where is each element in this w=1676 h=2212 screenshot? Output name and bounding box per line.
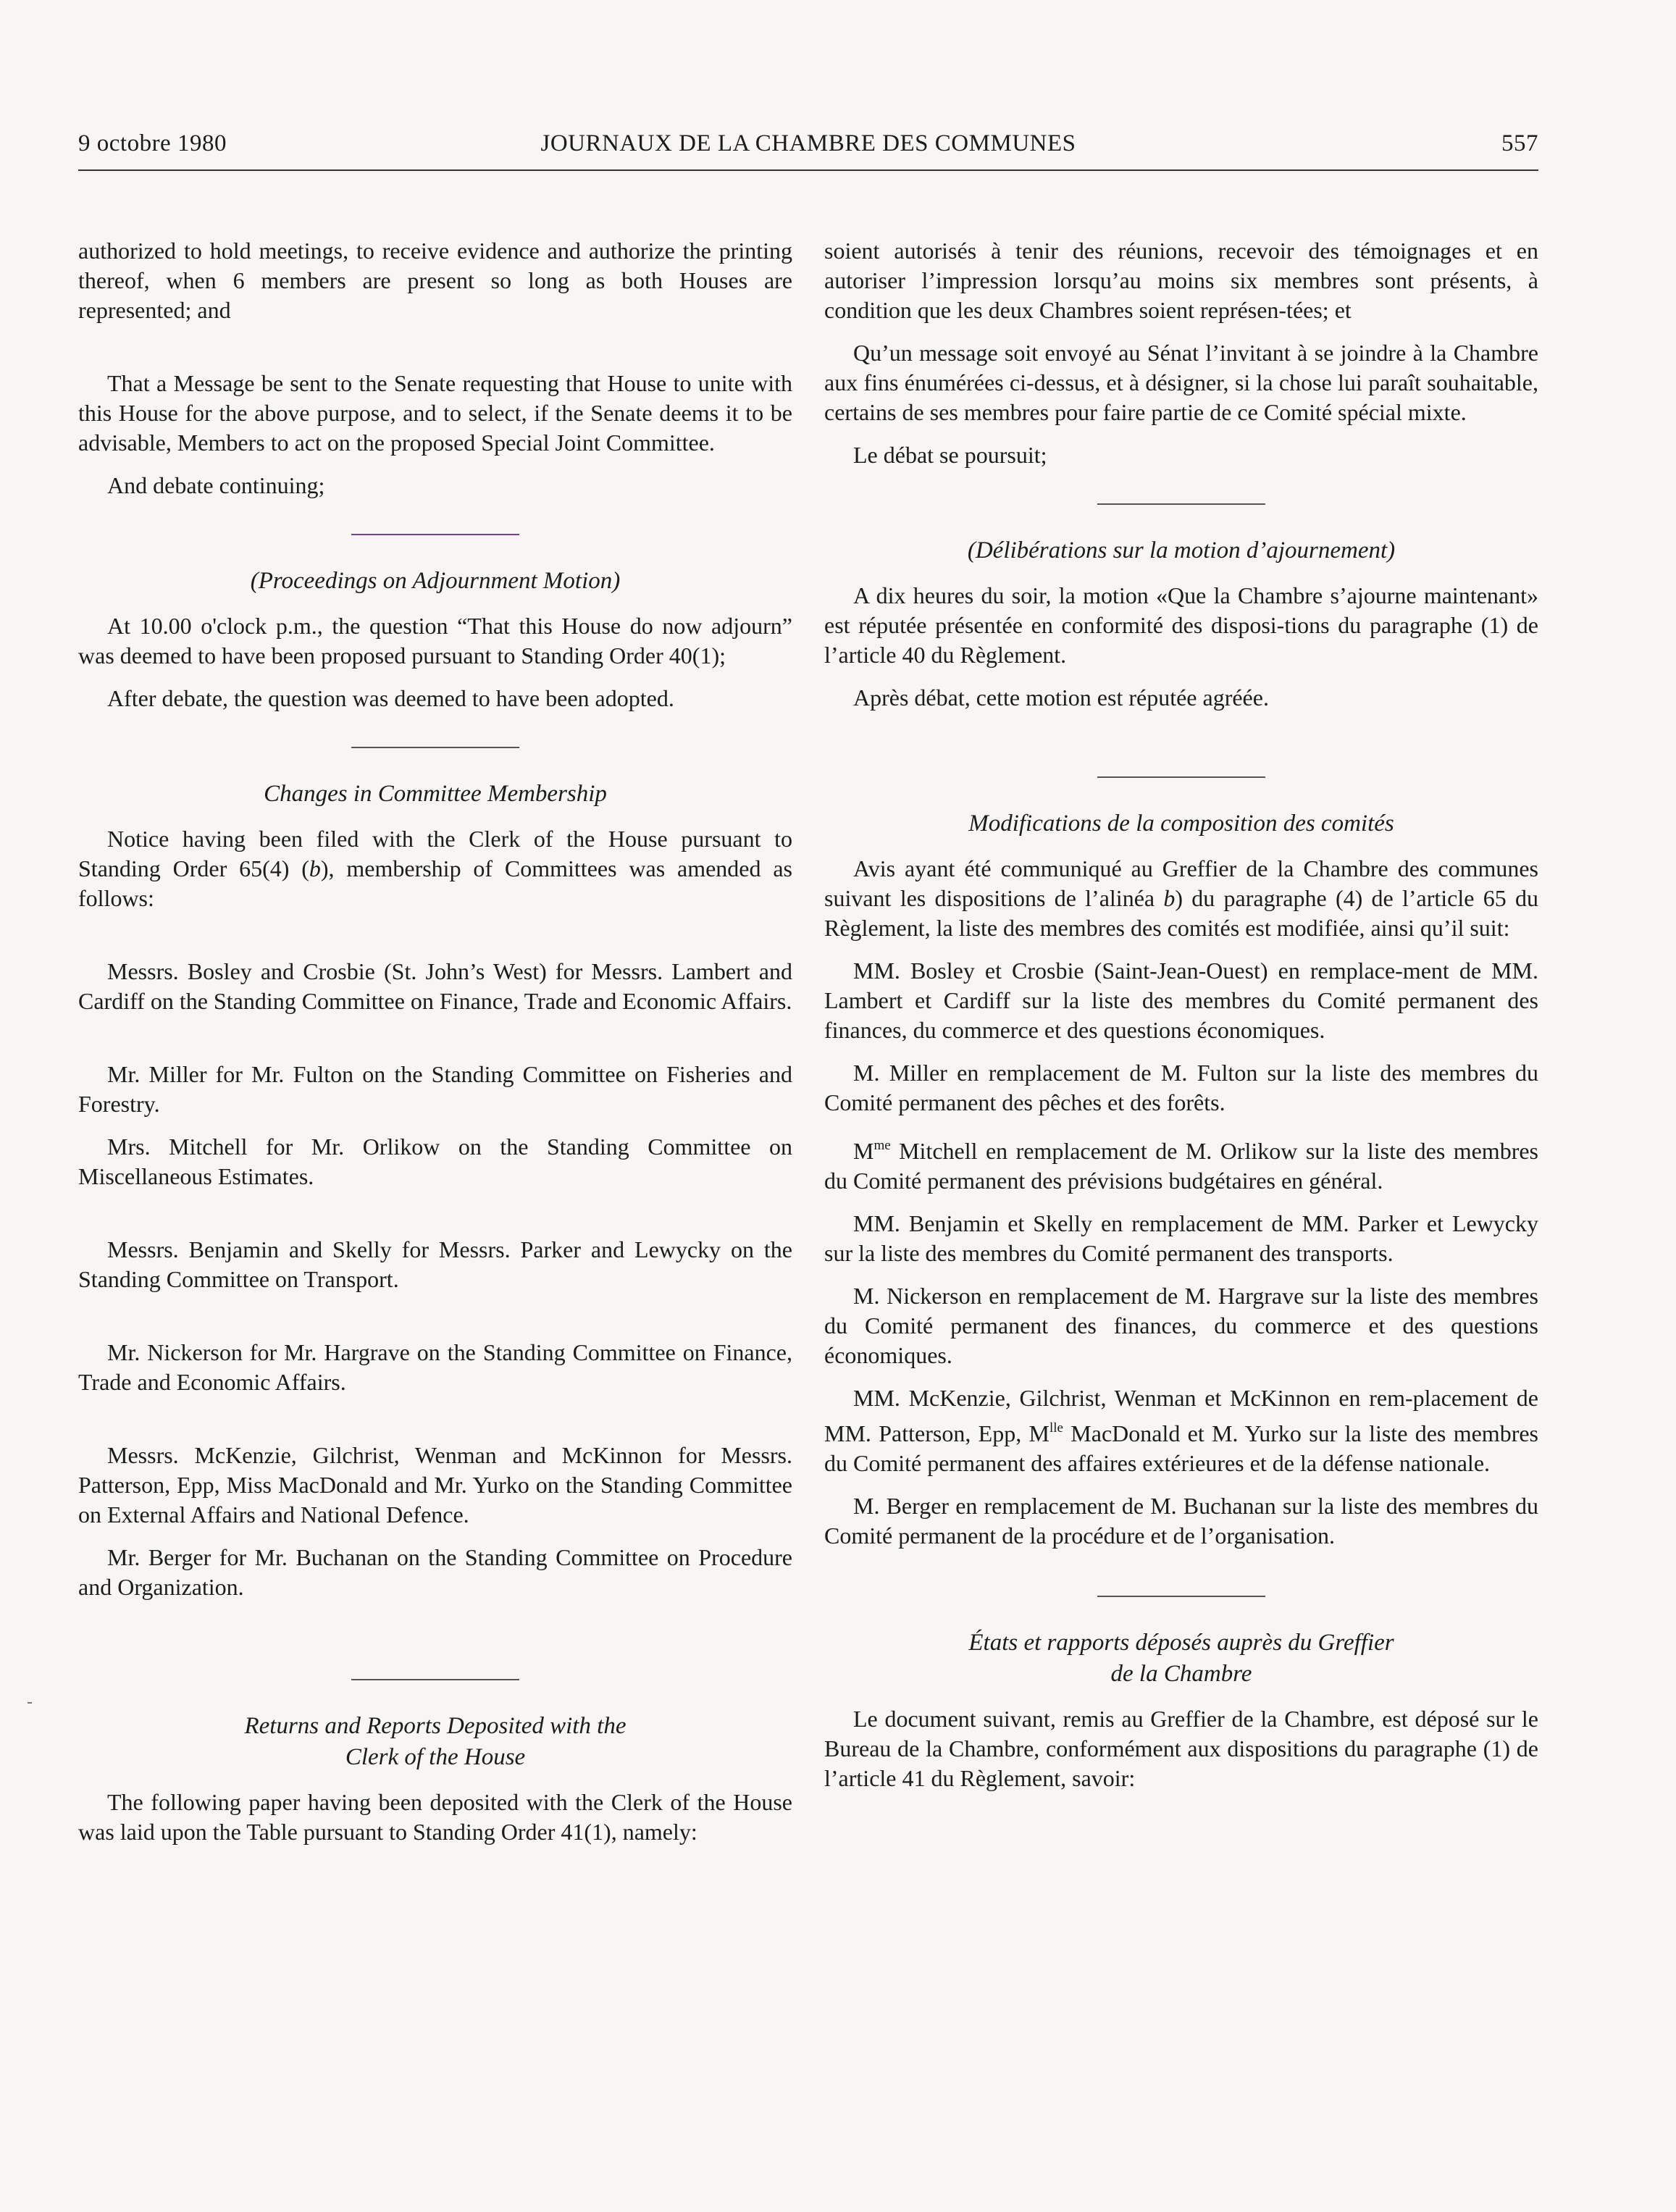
- english-column: [78, 236, 792, 1847]
- paragraph: authorized to hold meetings, to receive evidence and authorize the printing thereof, when 6 members are present so long as both Houses are represented; and: [78, 238, 792, 323]
- section-heading: Modifications de la composition des comités: [968, 810, 1394, 837]
- title-superscript: lle: [1049, 1420, 1063, 1436]
- header-title: JOURNAUX DE LA CHAMBRE DES COMMUNES: [540, 130, 1076, 156]
- section-divider: [1097, 503, 1265, 505]
- heading-line: de la Chambre: [1110, 1661, 1252, 1687]
- membership-change: Messrs. Bosley and Crosbie (St. John’s West) for Messrs. Lambert and Cardiff on the Standing Committee on Finance, Trade and Economic Affairs.: [78, 958, 792, 1014]
- membership-change: Messrs. Benjamin and Skelly for Messrs. Parker and Lewycky on the Standing Committee on Transport.: [78, 1236, 792, 1292]
- paragraph: Après débat, cette motion est réputée agréée.: [853, 684, 1269, 711]
- membership-change: Mr. Nickerson for Mr. Hargrave on the Standing Committee on Finance, Trade and Economic Affairs.: [78, 1339, 792, 1395]
- change-text: Mitchell en remplacement de M. Orlikow sur la liste des membres du Comité permanent des prévisions budgétaires en général.: [824, 1138, 1538, 1194]
- membership-change: M. Berger en remplacement de M. Buchanan sur la liste des membres du Comité permanent de la procédure et de l’organisation.: [824, 1493, 1538, 1549]
- paragraph: soient autorisés à tenir des réunions, recevoir des témoignages et en autoriser l’impression lorsqu’au moins six membres sont présents, à condition que les deux Chambres soient représen-tées; et: [824, 238, 1538, 323]
- paragraph: That a Message be sent to the Senate requesting that House to unite with this House for the above purpose, and to select, if the Senate deems it to be advisable, Members to act on the proposed Special Joint Committee.: [78, 370, 792, 456]
- paragraph: Qu’un message soit envoyé au Sénat l’invitant à se joindre à la Chambre aux fins énumérées ci-dessus, et à désigner, si la chose lui paraît souhaitable, certains de ses membres pour faire partie de ce Comité spécial mixte.: [824, 340, 1538, 425]
- page-header: [78, 127, 1538, 171]
- title-superscript: me: [873, 1138, 891, 1153]
- intro-text: ), membership of Committees was amended as follows:: [78, 855, 792, 911]
- paragraph: After debate, the question was deemed to have been adopted.: [107, 685, 674, 711]
- change-text: MacDonald et M. Yurko sur la liste des membres du Comité permanent des affaires extérieures et de la défense nationale.: [824, 1420, 1538, 1476]
- header-date: 9 octobre 1980: [78, 130, 227, 156]
- paragraph: [78, 824, 792, 913]
- membership-change: [824, 1383, 1538, 1478]
- intro-clause-letter: b: [309, 855, 321, 881]
- section-heading: Changes in Committee Membership: [264, 781, 607, 807]
- intro-clause-letter: b: [1163, 885, 1176, 911]
- section-divider: [1097, 1596, 1265, 1597]
- paragraph: [824, 854, 1538, 943]
- change-text: MM. McKenzie, Gilchrist, Wenman et McKinnon en rem-placement de MM. Patterson, Epp, M: [824, 1385, 1538, 1446]
- section-heading: (Délibérations sur la motion d’ajournement): [967, 537, 1396, 564]
- membership-change: M. Nickerson en remplacement de M. Hargrave sur la liste des membres du Comité permanent des finances, du commerce et des questions économiques.: [824, 1283, 1538, 1368]
- section-heading: [78, 1711, 792, 1773]
- title-abbrev: M: [853, 1138, 874, 1164]
- header-page-number: 557: [1501, 130, 1538, 156]
- intro-text: Avis ayant été communiqué au Greffier de la Chambre des communes suivant les dispositions de l’alinéa: [824, 855, 1538, 911]
- paragraph: A dix heures du soir, la motion «Que la Chambre s’ajourne maintenant» est réputée présentée en conformité des disposi-tions du paragraphe (1) de l’article 40 du Règlement.: [824, 582, 1538, 668]
- paragraph: The following paper having been deposited with the Clerk of the House was laid upon the Table pursuant to Standing Order 41(1), namely:: [78, 1789, 792, 1845]
- scan-mark: [28, 1702, 32, 1704]
- section-divider: [351, 747, 519, 748]
- paragraph: Le débat se poursuit;: [853, 442, 1047, 468]
- heading-line: Clerk of the House: [345, 1744, 526, 1770]
- intro-text: Notice having been filed with the Clerk of the House pursuant to Standing Order 65(4) (: [78, 826, 792, 881]
- membership-change: Mr. Berger for Mr. Buchanan on the Standing Committee on Procedure and Organization.: [78, 1544, 792, 1600]
- section-heading: [824, 1627, 1538, 1690]
- paragraph: At 10.00 o'clock p.m., the question “That this House do now adjourn” was deemed to have been proposed pursuant to Standing Order 40(1);: [78, 613, 792, 669]
- french-column: [824, 236, 1538, 1793]
- section-divider: [351, 1679, 519, 1680]
- intro-text: ) du paragraphe (4) de l’article 65 du Règlement, la liste des membres des comités est modifiée, ainsi qu’il suit:: [824, 885, 1539, 941]
- section-divider: [1097, 776, 1265, 778]
- membership-change: Messrs. McKenzie, Gilchrist, Wenman and McKinnon for Messrs. Patterson, Epp, Miss MacDonald and Mr. Yurko on the Standing Committee on External Affairs and National Defence.: [78, 1442, 792, 1528]
- paragraph: And debate continuing;: [107, 472, 325, 498]
- heading-line: États et rapports déposés auprès du Greffier: [968, 1630, 1394, 1656]
- membership-change: Mr. Miller for Mr. Fulton on the Standing Committee on Fisheries and Forestry.: [78, 1061, 792, 1117]
- heading-line: Returns and Reports Deposited with the: [244, 1713, 627, 1739]
- membership-change: M. Miller en remplacement de M. Fulton sur la liste des membres du Comité permanent des pêches et des forêts.: [824, 1060, 1538, 1115]
- membership-change: MM. Bosley et Crosbie (Saint-Jean-Ouest) en remplace-ment de MM. Lambert et Cardiff sur la liste des membres du Comité permanent des finances, du commerce et des questions économiques.: [824, 958, 1538, 1043]
- membership-change: Mrs. Mitchell for Mr. Orlikow on the Standing Committee on Miscellaneous Estimates.: [78, 1134, 792, 1189]
- section-divider: [351, 534, 519, 535]
- section-heading: (Proceedings on Adjournment Motion): [250, 568, 621, 594]
- membership-change: [824, 1131, 1538, 1196]
- paragraph: Le document suivant, remis au Greffier de la Chambre, est déposé sur le Bureau de la Chambre, conformément aux dispositions du paragraphe (1) de l’article 41 du Règlement, savoir:: [824, 1706, 1538, 1791]
- membership-change: MM. Benjamin et Skelly en remplacement de MM. Parker et Lewycky sur la liste des membres du Comité permanent des transports.: [824, 1210, 1538, 1266]
